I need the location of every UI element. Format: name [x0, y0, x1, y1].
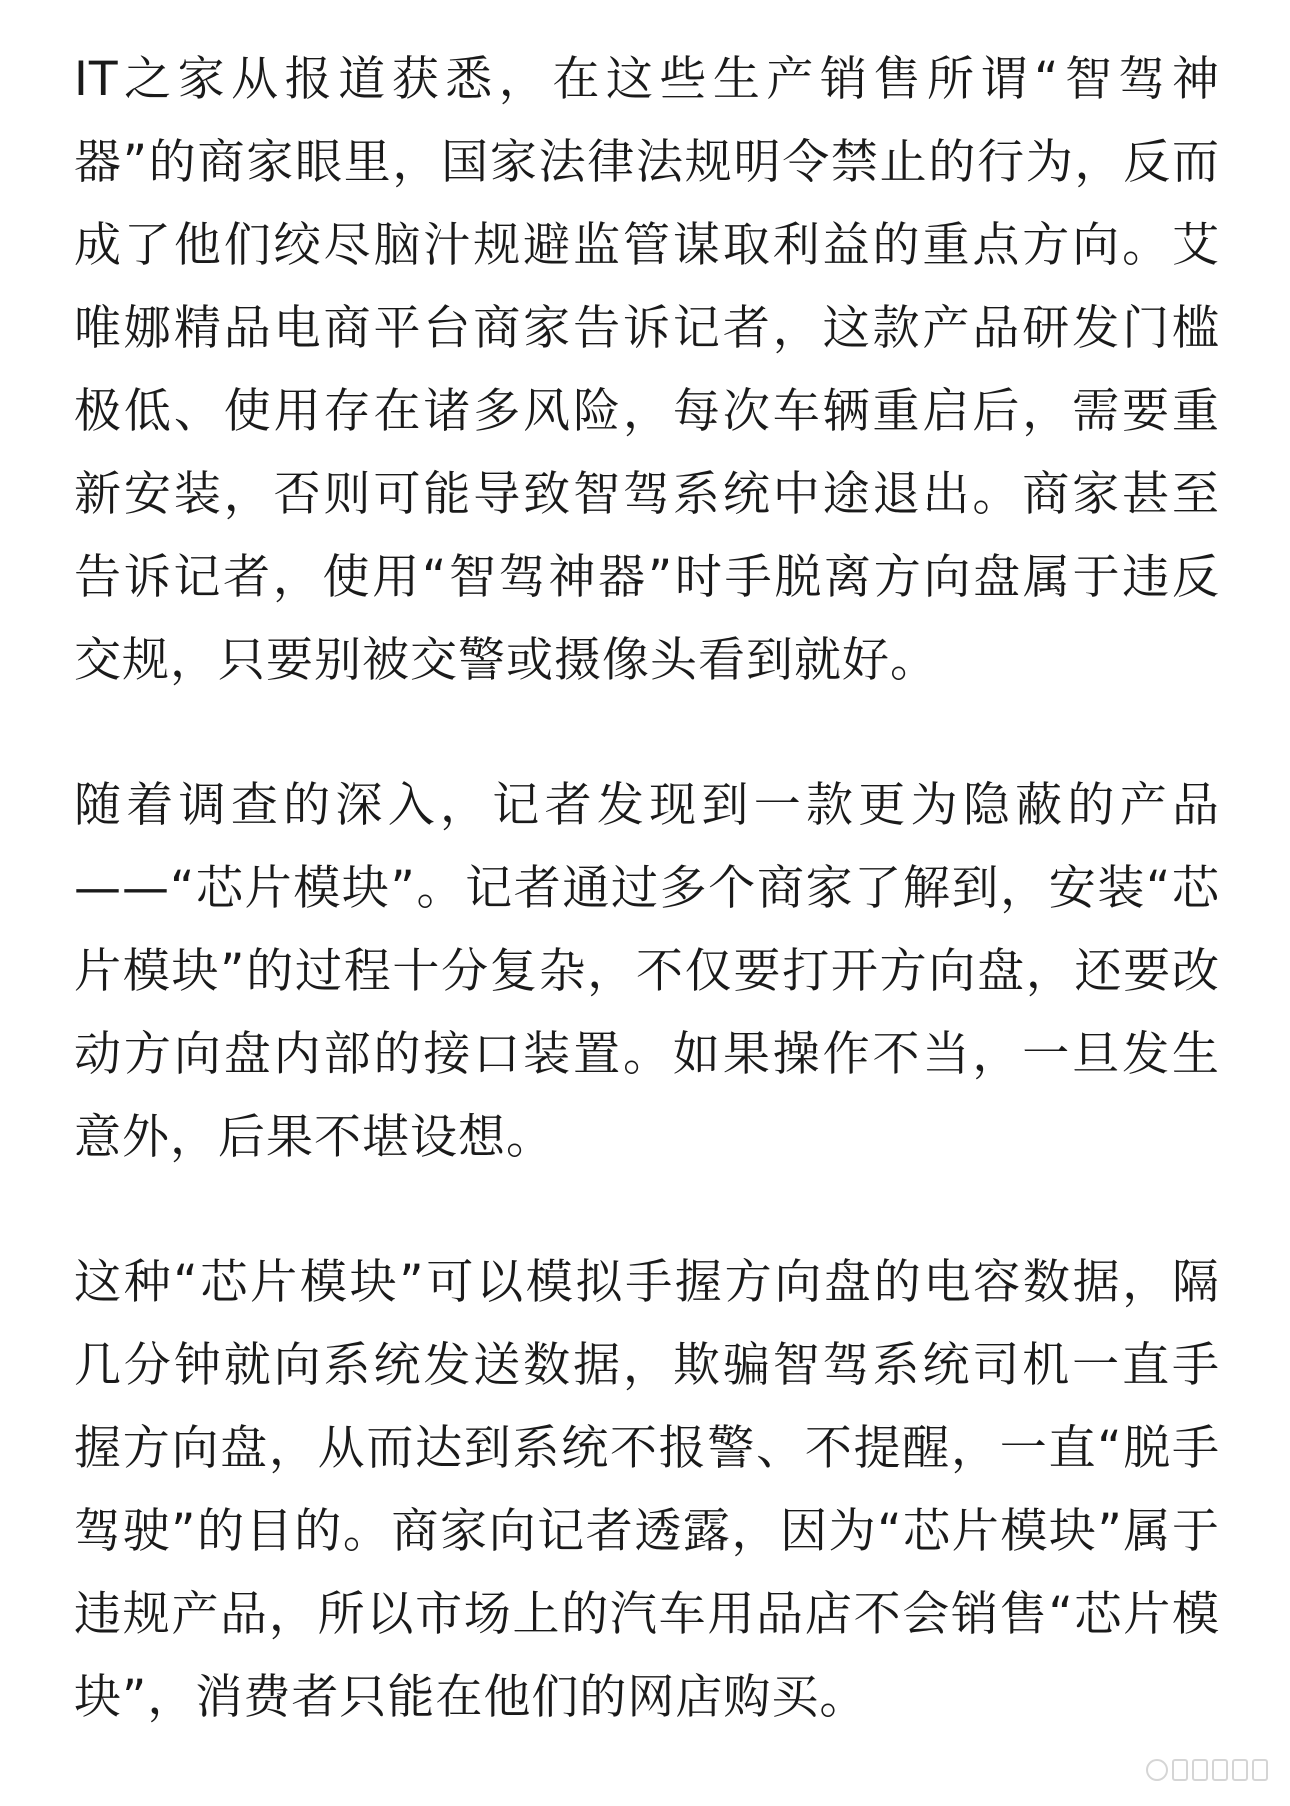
watermark-bar-icon: [1192, 1759, 1208, 1781]
article-paragraph-3: 这种“芯片模块”可以模拟手握方向盘的电容数据，隔几分钟就向系统发送数据，欺骗智驾系统司机一直手握方向盘，从而达到系统不报警、不提醒，一直“脱手驾驶”的目的。商家向记者透露，因为“芯片模块”属于违规产品，所以市场上的汽车用品店不会销售“芯片模块”，消费者只能在他们的网店购买。: [74, 1255, 1220, 1725]
watermark-bar-icon: [1212, 1759, 1228, 1781]
watermark-dot-icon: [1146, 1759, 1168, 1781]
watermark-bar-icon: [1172, 1759, 1188, 1781]
watermark-icon: [1146, 1756, 1268, 1784]
article-paragraph-2: 随着调查的深入，记者发现到一款更为隐蔽的产品——“芯片模块”。记者通过多个商家了解到，安装“芯片模块”的过程十分复杂，不仅要打开方向盘，还要改动方向盘内部的接口装置。如果操作不当，一旦发生意外，后果不堪设想。: [74, 778, 1220, 1165]
article-paragraph-1: IT之家从报道获悉，在这些生产销售所谓“智驾神器”的商家眼里，国家法律法规明令禁止的行为，反而成了他们绞尽脑汁规避监管谋取利益的重点方向。艾唯娜精品电商平台商家告诉记者，这款产品研发门槛极低、使用存在诸多风险，每次车辆重启后，需要重新安装，否则可能导致智驾系统中途退出。商家甚至告诉记者，使用“智驾神器”时手脱离方向盘属于违反交规，只要别被交警或摄像头看到就好。: [74, 52, 1220, 688]
watermark-bar-icon: [1252, 1759, 1268, 1781]
watermark-bar-icon: [1232, 1759, 1248, 1781]
article-body: [74, 38, 1220, 1739]
